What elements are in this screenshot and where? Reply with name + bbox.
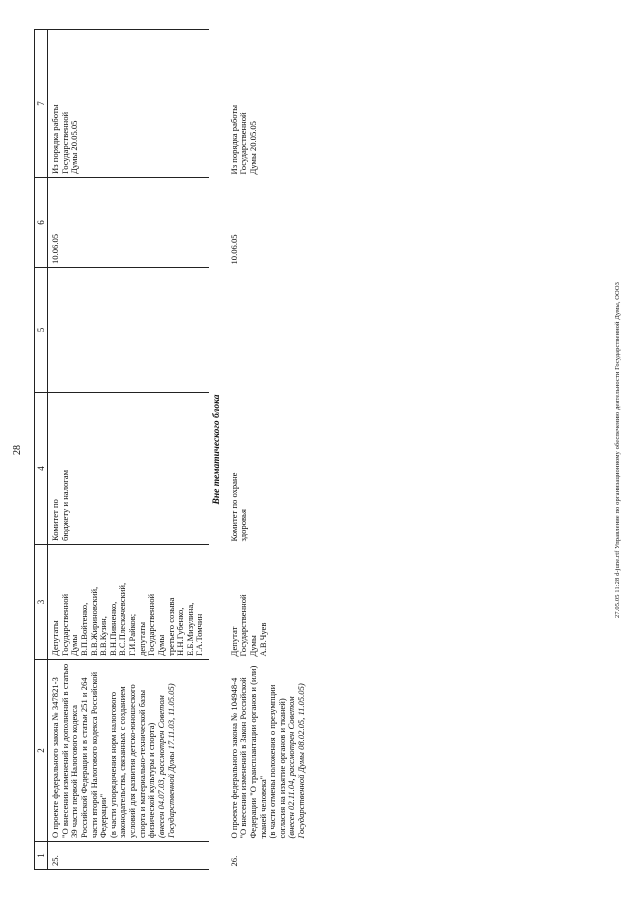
column-header-7: 7: [35, 30, 48, 178]
bill-title: [227, 660, 311, 842]
bill-note-line: Государственной Думы 17.11.03, 11.05.05): [165, 683, 176, 838]
author-line: Государственной: [59, 593, 70, 656]
author-line: Государственной: [146, 593, 157, 656]
column-header-2: 2: [35, 660, 48, 842]
author-line: В.В.Кузин,: [98, 616, 109, 656]
committee-line: бюджету и налогам: [59, 469, 70, 541]
bill-note-line: (внесен 04.07.03, рассмотрен Советом: [155, 695, 166, 838]
author-line: Думы: [155, 634, 166, 656]
bill-title-line: (в части отмены положения о презумпции: [267, 684, 278, 839]
inclusion-basis: [227, 30, 311, 178]
column-5-cell: [227, 268, 311, 393]
consideration-date: 10.06.05: [228, 234, 239, 265]
column-header-5: 5: [35, 268, 48, 393]
bill-title-line: (в части упорядочения норм налогового: [107, 691, 118, 838]
author-line: Н.Н.Губенко,: [175, 607, 186, 656]
basis-line: Государственной: [59, 111, 70, 174]
basis-line: Из порядка работы: [50, 104, 61, 174]
basis-line: Думы 20.05.05: [69, 120, 80, 174]
bill-title-line: Российской Федерации и в статьи 251 и 264: [78, 677, 89, 838]
page-number: 28: [12, 445, 23, 455]
column-number-row: [35, 30, 48, 870]
bill-title-line: "О внесении изменений в Закон Российской: [238, 677, 249, 839]
author-line: Депутат: [228, 626, 239, 657]
column-5-cell: [48, 268, 210, 393]
section-heading: Вне тематического блока: [212, 394, 223, 505]
basis-line: Думы 20.05.05: [247, 121, 258, 175]
bill-title-line: спорта и материально-технической базы: [136, 689, 147, 838]
author-line: В.В.Жириновский,: [88, 586, 99, 656]
bill-title-line: физической культуры и спорта): [146, 722, 157, 838]
author-line: Депутаты: [50, 620, 61, 656]
rotated-page: [10, 10, 630, 890]
bill-authors: [48, 545, 210, 660]
bill-title-line: части второй Налогового кодекса Российской: [88, 671, 99, 838]
author-line: депутаты: [136, 621, 147, 656]
committee-line: здоровья: [238, 509, 249, 542]
bill-authors: [227, 545, 311, 660]
row-number: 26.: [228, 855, 239, 867]
committee-line: Комитет по: [50, 499, 61, 541]
bill-title-line: О проекте федерального закона № 347821-3: [50, 677, 61, 838]
bill-title-line: Федерации": [98, 793, 109, 838]
inclusion-basis: [48, 30, 210, 178]
table-row: [48, 30, 210, 870]
bill-note-line: (внесен 02.11.04, рассмотрен Советом: [286, 696, 297, 839]
basis-line: Государственной: [238, 112, 249, 175]
table-row: [227, 30, 311, 870]
author-line: Е.Б.Мизулина,: [184, 602, 195, 656]
author-line: Думы: [247, 635, 258, 657]
author-line: третьего созыва: [165, 597, 176, 656]
bill-title-line: согласия на изъятие органов и тканей): [276, 698, 287, 839]
bill-title-line: законодательства, связанных с созданием: [117, 686, 128, 838]
column-header-3: 3: [35, 545, 48, 660]
column-header-4: 4: [35, 393, 48, 545]
responsible-committee: [227, 393, 311, 545]
agenda-table: [34, 29, 311, 870]
consideration-date: 10.06.05: [48, 178, 210, 268]
column-header-1: 1: [35, 842, 48, 870]
author-line: Г.И.Райков;: [127, 613, 138, 656]
document-footer: 27.05.05 11:28 d-june.rtf Управление по организационному обеспечению деятельности Государственной Думы, ООО3: [614, 282, 621, 618]
column-header-6: 6: [35, 178, 48, 268]
row-number: 25.: [48, 842, 210, 870]
author-line: Думы: [69, 634, 80, 656]
bill-title-line: условий для развития детско-юношеского: [127, 684, 138, 838]
bill-title-line: тканей человека": [257, 775, 268, 839]
author-line: В.Н.Пивненко,: [107, 601, 118, 656]
bill-note-line: Государственной Думы 08.02.05, 11.05.05): [296, 683, 307, 839]
author-line: Г.А.Томчин: [194, 613, 205, 656]
bill-title: [48, 660, 210, 842]
bill-title-line: О проекте федерального закона № 104948-4: [228, 677, 239, 839]
bill-title-line: 39 части первой Налогового кодекса: [69, 705, 80, 838]
section-row: [209, 30, 227, 870]
basis-line: Из порядка работы: [228, 105, 239, 175]
author-line: В.П.Войтенко,: [78, 602, 89, 656]
author-line: Государственной: [238, 594, 249, 657]
author-line: В.С.Плескачевский,: [117, 582, 128, 656]
committee-line: Комитет по охране: [228, 472, 239, 542]
bill-title-line: "О внесении изменений и дополнений в статью: [59, 663, 70, 838]
bill-title-line: Федерации "О трансплантации органов и (или): [247, 665, 258, 839]
responsible-committee: [48, 393, 210, 545]
author-line: А.В.Чуев: [257, 622, 268, 657]
